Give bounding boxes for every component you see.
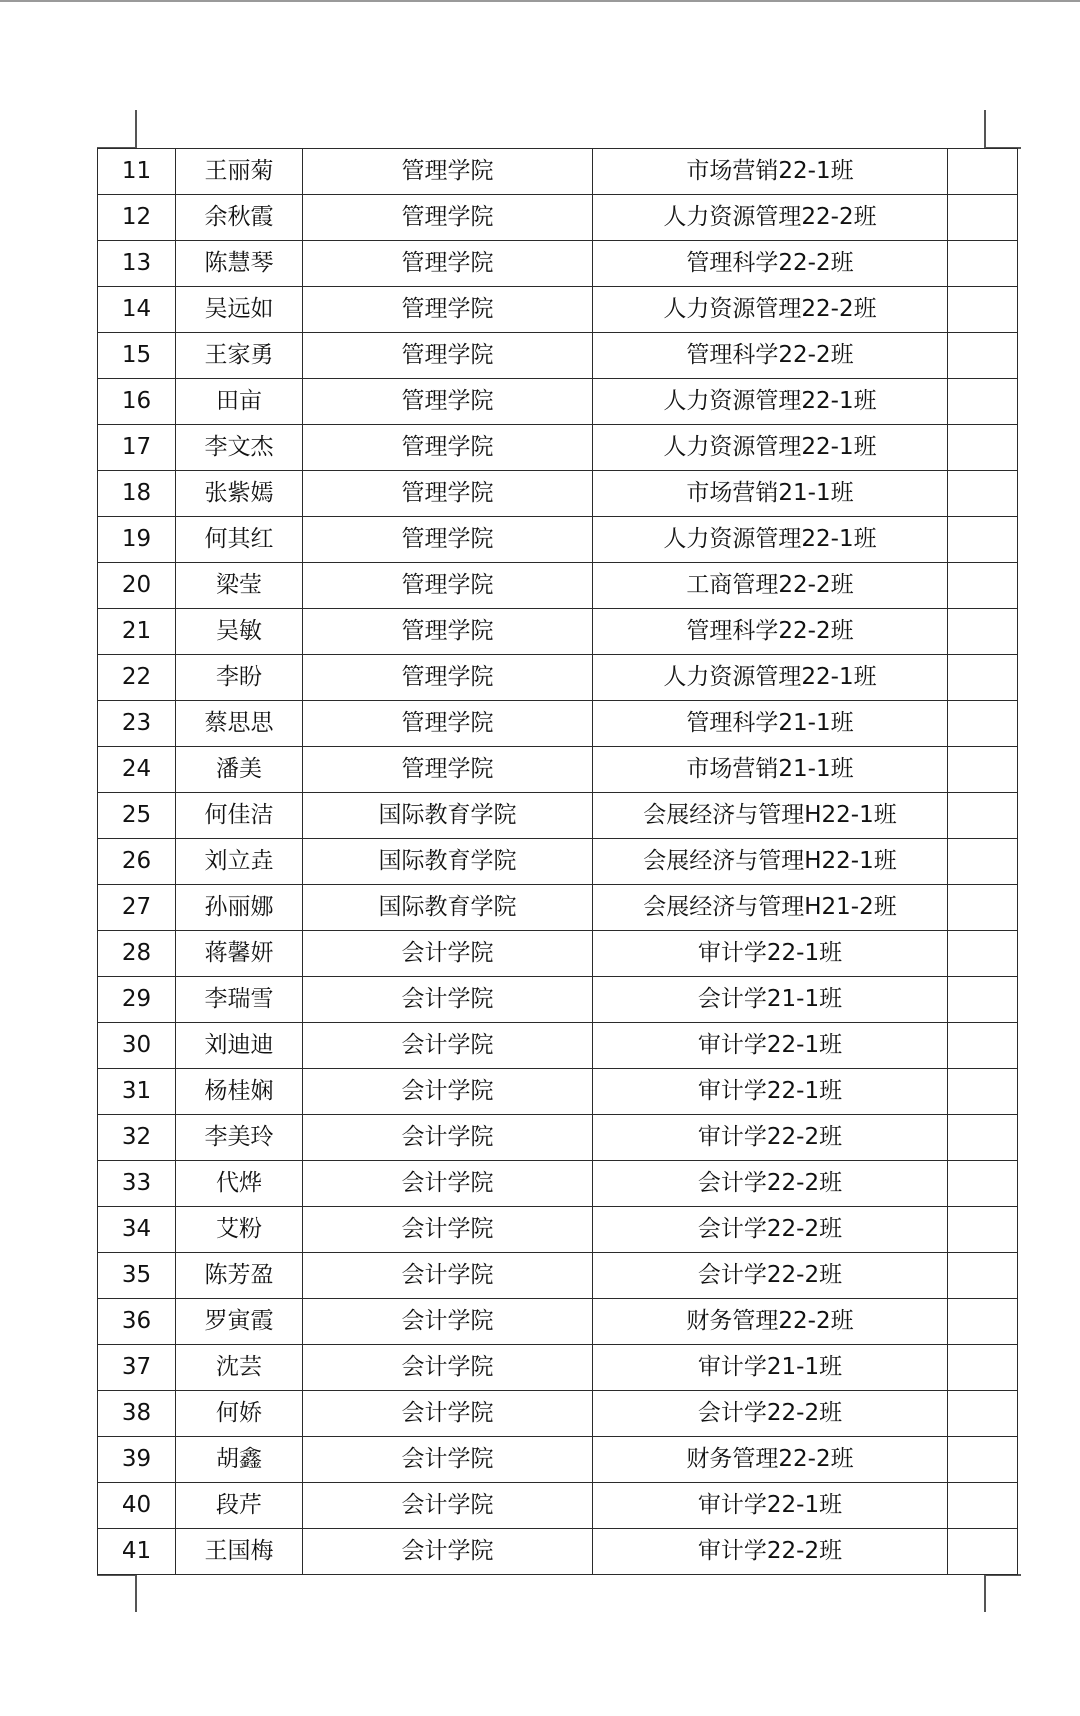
table-row — [98, 1345, 1018, 1391]
college-cell: 会计学院 — [303, 1115, 593, 1161]
student-name-cell: 刘立垚 — [176, 839, 303, 885]
student-name-cell: 李文杰 — [176, 425, 303, 471]
table-row — [98, 885, 1018, 931]
row-number-cell: 38 — [98, 1391, 176, 1437]
table-row — [98, 609, 1018, 655]
student-name-cell: 吴远如 — [176, 287, 303, 333]
college-cell: 管理学院 — [303, 517, 593, 563]
student-name-cell: 余秋霞 — [176, 195, 303, 241]
college-cell: 会计学院 — [303, 1483, 593, 1529]
row-number-cell: 41 — [98, 1529, 176, 1575]
student-name-cell: 田亩 — [176, 379, 303, 425]
crop-mark-bottom-left-vertical — [135, 1574, 137, 1612]
blank-cell — [948, 1069, 1018, 1115]
college-cell: 会计学院 — [303, 1529, 593, 1575]
class-cell: 管理科学22-2班 — [593, 333, 948, 379]
class-cell: 市场营销21-1班 — [593, 471, 948, 517]
college-cell: 管理学院 — [303, 701, 593, 747]
blank-cell — [948, 333, 1018, 379]
row-number-cell: 39 — [98, 1437, 176, 1483]
blank-cell — [948, 563, 1018, 609]
blank-cell — [948, 471, 1018, 517]
row-number-cell: 33 — [98, 1161, 176, 1207]
blank-cell — [948, 839, 1018, 885]
blank-cell — [948, 885, 1018, 931]
table-row — [98, 793, 1018, 839]
class-cell: 审计学22-2班 — [593, 1529, 948, 1575]
class-cell: 会展经济与管理H21-2班 — [593, 885, 948, 931]
student-name-cell: 李瑞雪 — [176, 977, 303, 1023]
class-cell: 审计学22-1班 — [593, 1069, 948, 1115]
blank-cell — [948, 747, 1018, 793]
blank-cell — [948, 425, 1018, 471]
blank-cell — [948, 1391, 1018, 1437]
table-row — [98, 977, 1018, 1023]
student-name-cell: 胡鑫 — [176, 1437, 303, 1483]
college-cell: 管理学院 — [303, 195, 593, 241]
blank-cell — [948, 1023, 1018, 1069]
class-cell: 人力资源管理22-1班 — [593, 379, 948, 425]
college-cell: 管理学院 — [303, 425, 593, 471]
college-cell: 会计学院 — [303, 1161, 593, 1207]
class-cell: 管理科学22-2班 — [593, 241, 948, 287]
table-row — [98, 1529, 1018, 1575]
class-cell: 工商管理22-2班 — [593, 563, 948, 609]
class-cell: 审计学22-1班 — [593, 1023, 948, 1069]
row-number-cell: 18 — [98, 471, 176, 517]
row-number-cell: 32 — [98, 1115, 176, 1161]
row-number-cell: 13 — [98, 241, 176, 287]
row-number-cell: 37 — [98, 1345, 176, 1391]
student-name-cell: 王家勇 — [176, 333, 303, 379]
class-cell: 审计学22-1班 — [593, 1483, 948, 1529]
class-cell: 人力资源管理22-2班 — [593, 195, 948, 241]
table-row — [98, 1207, 1018, 1253]
table-row — [98, 747, 1018, 793]
table-row — [98, 931, 1018, 977]
class-cell: 管理科学21-1班 — [593, 701, 948, 747]
table-row — [98, 1299, 1018, 1345]
blank-cell — [948, 517, 1018, 563]
table-row — [98, 333, 1018, 379]
student-name-cell: 孙丽娜 — [176, 885, 303, 931]
student-name-cell: 王丽菊 — [176, 149, 303, 195]
roster-body — [98, 149, 1018, 1575]
class-cell: 审计学21-1班 — [593, 1345, 948, 1391]
crop-mark-top-left-vertical — [135, 110, 137, 148]
class-cell: 人力资源管理22-1班 — [593, 655, 948, 701]
college-cell: 管理学院 — [303, 563, 593, 609]
table-row — [98, 425, 1018, 471]
row-number-cell: 25 — [98, 793, 176, 839]
blank-cell — [948, 977, 1018, 1023]
table-row — [98, 1391, 1018, 1437]
college-cell: 管理学院 — [303, 149, 593, 195]
blank-cell — [948, 287, 1018, 333]
college-cell: 会计学院 — [303, 1207, 593, 1253]
class-cell: 审计学22-2班 — [593, 1115, 948, 1161]
row-number-cell: 27 — [98, 885, 176, 931]
row-number-cell: 16 — [98, 379, 176, 425]
table-row — [98, 839, 1018, 885]
class-cell: 管理科学22-2班 — [593, 609, 948, 655]
college-cell: 国际教育学院 — [303, 839, 593, 885]
college-cell: 国际教育学院 — [303, 885, 593, 931]
row-number-cell: 29 — [98, 977, 176, 1023]
student-name-cell: 何娇 — [176, 1391, 303, 1437]
row-number-cell: 20 — [98, 563, 176, 609]
student-name-cell: 何佳洁 — [176, 793, 303, 839]
row-number-cell: 22 — [98, 655, 176, 701]
row-number-cell: 19 — [98, 517, 176, 563]
table-row — [98, 195, 1018, 241]
blank-cell — [948, 655, 1018, 701]
class-cell: 会计学22-2班 — [593, 1391, 948, 1437]
student-name-cell: 段芹 — [176, 1483, 303, 1529]
table-row — [98, 1253, 1018, 1299]
college-cell: 会计学院 — [303, 1299, 593, 1345]
row-number-cell: 15 — [98, 333, 176, 379]
row-number-cell: 11 — [98, 149, 176, 195]
student-name-cell: 何其红 — [176, 517, 303, 563]
blank-cell — [948, 1437, 1018, 1483]
blank-cell — [948, 1483, 1018, 1529]
row-number-cell: 24 — [98, 747, 176, 793]
student-name-cell: 蔡思思 — [176, 701, 303, 747]
class-cell: 会展经济与管理H22-1班 — [593, 839, 948, 885]
college-cell: 国际教育学院 — [303, 793, 593, 839]
table-row — [98, 655, 1018, 701]
row-number-cell: 26 — [98, 839, 176, 885]
college-cell: 会计学院 — [303, 1345, 593, 1391]
college-cell: 管理学院 — [303, 379, 593, 425]
class-cell: 人力资源管理22-1班 — [593, 425, 948, 471]
row-number-cell: 35 — [98, 1253, 176, 1299]
student-name-cell: 张紫嫣 — [176, 471, 303, 517]
blank-cell — [948, 379, 1018, 425]
student-name-cell: 罗寅霞 — [176, 1299, 303, 1345]
student-name-cell: 艾粉 — [176, 1207, 303, 1253]
row-number-cell: 14 — [98, 287, 176, 333]
blank-cell — [948, 609, 1018, 655]
student-name-cell: 潘美 — [176, 747, 303, 793]
table-row — [98, 1483, 1018, 1529]
row-number-cell: 28 — [98, 931, 176, 977]
student-name-cell: 代烨 — [176, 1161, 303, 1207]
class-cell: 会计学21-1班 — [593, 977, 948, 1023]
student-name-cell: 陈芳盈 — [176, 1253, 303, 1299]
student-name-cell: 陈慧琴 — [176, 241, 303, 287]
class-cell: 会计学22-2班 — [593, 1253, 948, 1299]
blank-cell — [948, 1529, 1018, 1575]
college-cell: 管理学院 — [303, 333, 593, 379]
class-cell: 财务管理22-2班 — [593, 1437, 948, 1483]
table-row — [98, 1437, 1018, 1483]
student-name-cell: 李美玲 — [176, 1115, 303, 1161]
table-row — [98, 241, 1018, 287]
row-number-cell: 31 — [98, 1069, 176, 1115]
blank-cell — [948, 931, 1018, 977]
college-cell: 会计学院 — [303, 1253, 593, 1299]
student-name-cell: 梁莹 — [176, 563, 303, 609]
student-name-cell: 吴敏 — [176, 609, 303, 655]
table-row — [98, 563, 1018, 609]
table-row — [98, 379, 1018, 425]
blank-cell — [948, 241, 1018, 287]
student-name-cell: 沈芸 — [176, 1345, 303, 1391]
class-cell: 会计学22-2班 — [593, 1207, 948, 1253]
college-cell: 会计学院 — [303, 977, 593, 1023]
row-number-cell: 12 — [98, 195, 176, 241]
college-cell: 管理学院 — [303, 655, 593, 701]
blank-cell — [948, 195, 1018, 241]
table-row — [98, 701, 1018, 747]
class-cell: 市场营销21-1班 — [593, 747, 948, 793]
college-cell: 会计学院 — [303, 1069, 593, 1115]
student-name-cell: 杨桂娴 — [176, 1069, 303, 1115]
college-cell: 管理学院 — [303, 471, 593, 517]
table-row — [98, 1069, 1018, 1115]
blank-cell — [948, 1299, 1018, 1345]
student-name-cell: 王国梅 — [176, 1529, 303, 1575]
blank-cell — [948, 1161, 1018, 1207]
blank-cell — [948, 1115, 1018, 1161]
table-row — [98, 1115, 1018, 1161]
row-number-cell: 17 — [98, 425, 176, 471]
row-number-cell: 23 — [98, 701, 176, 747]
row-number-cell: 36 — [98, 1299, 176, 1345]
blank-cell — [948, 1253, 1018, 1299]
row-number-cell: 30 — [98, 1023, 176, 1069]
college-cell: 会计学院 — [303, 1437, 593, 1483]
table-row — [98, 1023, 1018, 1069]
class-cell: 财务管理22-2班 — [593, 1299, 948, 1345]
table-row — [98, 471, 1018, 517]
college-cell: 管理学院 — [303, 747, 593, 793]
crop-mark-top-right-vertical — [984, 110, 986, 148]
college-cell: 会计学院 — [303, 1023, 593, 1069]
blank-cell — [948, 793, 1018, 839]
class-cell: 审计学22-1班 — [593, 931, 948, 977]
crop-mark-bottom-right-vertical — [984, 1574, 986, 1612]
table-row — [98, 149, 1018, 195]
class-cell: 人力资源管理22-1班 — [593, 517, 948, 563]
college-cell: 会计学院 — [303, 931, 593, 977]
row-number-cell: 21 — [98, 609, 176, 655]
table-row — [98, 287, 1018, 333]
class-cell: 会计学22-2班 — [593, 1161, 948, 1207]
table-row — [98, 1161, 1018, 1207]
college-cell: 管理学院 — [303, 609, 593, 655]
blank-cell — [948, 1345, 1018, 1391]
row-number-cell: 40 — [98, 1483, 176, 1529]
table-row — [98, 517, 1018, 563]
student-roster-table — [97, 148, 1018, 1575]
college-cell: 会计学院 — [303, 1391, 593, 1437]
blank-cell — [948, 1207, 1018, 1253]
college-cell: 管理学院 — [303, 241, 593, 287]
row-number-cell: 34 — [98, 1207, 176, 1253]
blank-cell — [948, 149, 1018, 195]
student-name-cell: 李盼 — [176, 655, 303, 701]
student-name-cell: 刘迪迪 — [176, 1023, 303, 1069]
blank-cell — [948, 701, 1018, 747]
window-top-border — [0, 0, 1080, 2]
class-cell: 人力资源管理22-2班 — [593, 287, 948, 333]
class-cell: 会展经济与管理H22-1班 — [593, 793, 948, 839]
college-cell: 管理学院 — [303, 287, 593, 333]
student-name-cell: 蒋馨妍 — [176, 931, 303, 977]
class-cell: 市场营销22-1班 — [593, 149, 948, 195]
